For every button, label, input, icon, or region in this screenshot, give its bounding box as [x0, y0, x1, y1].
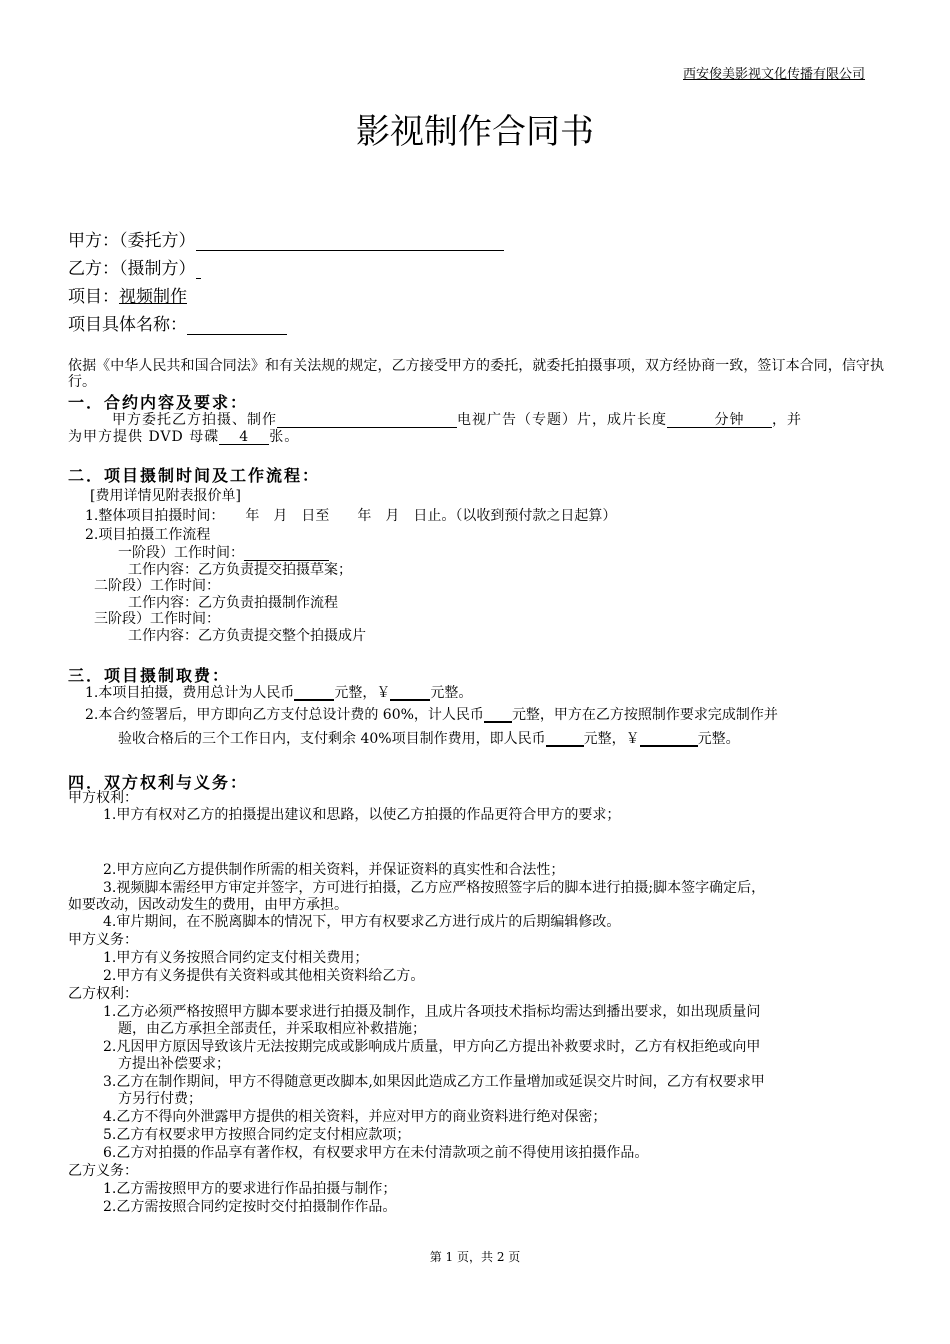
a-duty-2: 2.甲方有义务提供有关资料或其他相关资料给乙方。: [103, 968, 425, 984]
a-right-4: 4.审片期间，在不脱离脚本的情况下，甲方有权要求乙方进行成片的后期编辑修改。: [103, 914, 621, 930]
b-right-1-cont: 题，由乙方承担全部责任，并采取相应补救措施；: [118, 1021, 426, 1037]
fee2-text-a: 2.本合约签署后，甲方即向乙方支付总设计费的 60%，计人民币: [85, 707, 484, 723]
b-duty-2: 2.乙方需按照合同约定按时交付拍摄制作作品。: [103, 1199, 397, 1215]
company-header: 西安俊美影视文化传播有限公司: [683, 67, 866, 82]
fee2-rest-rmb-blank[interactable]: [546, 730, 584, 747]
stage1-work: 工作内容：乙方负责提交拍摄草案；: [128, 562, 352, 578]
fee1-rmb-blank[interactable]: [294, 684, 334, 701]
fee-item2-line1: [85, 706, 778, 723]
stage2-work: 工作内容：乙方负责拍摄制作流程: [128, 595, 338, 611]
fee-item2-line2: [118, 730, 740, 747]
project-name-blank[interactable]: [187, 316, 287, 335]
ad-name-blank[interactable]: [277, 412, 457, 428]
party-a-blank[interactable]: [196, 232, 504, 251]
a-right-2: 2.甲方应向乙方提供制作所需的相关资料，并保证资料的真实性和合法性；: [103, 862, 565, 878]
b-right-3: 3.乙方在制作期间，甲方不得随意更改脚本,如果因此造成乙方工作量增加或延误交片时间，乙方有权要求甲: [103, 1074, 765, 1090]
section3-heading: 三．项目摄制取费：: [68, 666, 231, 685]
b-right-1: 1.乙方必须严格按照甲方脚本要求进行拍摄及制作，且成片各项技术指标均需达到播出要求，如出现质量问: [103, 1004, 761, 1020]
b-right-5: 5.乙方有权要求甲方按照合同约定支付相应款项；: [103, 1127, 411, 1143]
dvd-text: 为甲方提供 DVD 母碟: [68, 429, 220, 445]
project-name-label: 项目具体名称：: [68, 315, 187, 335]
stage2-time: 二阶段）工作时间：: [94, 578, 220, 594]
section1-text-a: 甲方委托乙方拍摄、制作: [112, 412, 277, 428]
b-right-2: 2.凡因甲方原因导致该片无法按期完成或影响成片质量，甲方向乙方提出补救要求时，乙方有权拒绝或向甲: [103, 1039, 761, 1055]
b-right-6: 6.乙方对拍摄的作品享有著作权，有权要求甲方在未付清款项之前不得使用该拍摄作品。: [103, 1145, 649, 1161]
stage1-time-blank[interactable]: [244, 545, 329, 561]
b-right-3-cont: 方另行付费；: [118, 1091, 202, 1107]
fee2-text-c: 验收合格后的三个工作日内，支付剩余 40%项目制作费用，即人民币: [118, 731, 546, 747]
a-duty-1: 1.甲方有义务按照合同约定支付相关费用；: [103, 950, 369, 966]
fee2-text-e: 元整。: [697, 731, 740, 747]
section1-text-b: 电视广告（专题）片，成片长度: [457, 412, 667, 428]
fee1-yen-blank[interactable]: [390, 684, 430, 701]
fee1-text-c: 元整。: [430, 685, 473, 701]
project-value: 视频制作: [119, 287, 187, 307]
fee1-text-b: 元整，￥: [334, 685, 391, 701]
duration-unit: 分钟: [714, 412, 745, 428]
project-name-line: [68, 310, 287, 335]
party-b-blank[interactable]: [196, 260, 201, 279]
intro-paragraph: 依据《中华人民共和国合同法》和有关法规的规定，乙方接受甲方的委托，就委托拍摄事项，双方经协商一致，签订本合同，信守执行。: [68, 358, 884, 390]
stage1-time: [118, 545, 329, 561]
b-right-2-cont: 方提出补偿要求；: [118, 1056, 230, 1072]
duration-blank[interactable]: [667, 412, 772, 428]
fee1-text-a: 1.本项目拍摄，费用总计为人民币: [85, 685, 295, 701]
section1-line1: [112, 412, 802, 428]
project-label: 项目：: [68, 287, 119, 307]
section2-item1: 1.整体项目拍摄时间： 年 月 日至 年 月 日止。（以收到预付款之日起算）: [85, 508, 617, 524]
section1-text-c: ，并: [772, 412, 802, 428]
a-right-3-cont: 如要改动，因改动发生的费用，由甲方承担。: [68, 897, 348, 913]
party-b-line: [68, 254, 201, 279]
section2-heading: 二．项目摄制时间及工作流程：: [68, 466, 321, 485]
page-title: 影视制作合同书: [356, 112, 594, 152]
project-line: [68, 282, 187, 307]
section4-heading: 四．双方权利与义务：: [68, 773, 249, 792]
fee2-rest-yen-blank[interactable]: [640, 730, 698, 747]
stage3-time: 三阶段）工作时间：: [94, 611, 220, 627]
stage1-time-label: 一阶段）工作时间：: [118, 545, 244, 561]
stage3-work: 工作内容：乙方负责提交整个拍摄成片: [128, 628, 366, 644]
section2-item2: 2.项目拍摄工作流程: [85, 527, 211, 543]
a-right-1: 1.甲方有权对乙方的拍摄提出建议和思路，以使乙方拍摄的作品更符合甲方的要求；: [103, 807, 621, 823]
b-duty-1: 1.乙方需按照甲方的要求进行作品拍摄与制作；: [103, 1181, 397, 1197]
b-duties-label: 乙方义务：: [68, 1163, 138, 1179]
b-rights-label: 乙方权利：: [68, 986, 138, 1002]
section1-heading: 一．合约内容及要求：: [68, 393, 249, 412]
a-rights-label: 甲方权利：: [68, 790, 138, 806]
section2-note: [费用详情见附表报价单]: [90, 488, 241, 504]
party-a-line: [68, 226, 504, 251]
page-number: 第 1 页，共 2 页: [429, 1250, 521, 1264]
dvd-count[interactable]: [219, 429, 269, 445]
party-a-label: 甲方：（委托方）: [68, 231, 196, 251]
party-b-label: 乙方：（摄制方）: [68, 259, 196, 279]
fee2-text-b: 元整，甲方在乙方按照制作要求完成制作并: [511, 707, 778, 723]
section1-line2: [68, 429, 299, 445]
dvd-unit: 张。: [269, 429, 300, 445]
dvd-count-value: 4: [239, 429, 250, 445]
a-right-3: 3.视频脚本需经甲方审定并签字，方可进行拍摄，乙方应严格按照签字后的脚本进行拍摄;脚本签字确定后，: [103, 880, 766, 896]
a-duties-label: 甲方义务：: [68, 932, 138, 948]
fee-item1: [85, 684, 472, 701]
b-right-4: 4.乙方不得向外泄露甲方提供的相关资料，并应对甲方的商业资料进行绝对保密；: [103, 1109, 607, 1125]
fee2-prepay-blank[interactable]: [484, 706, 512, 723]
fee2-text-d: 元整，￥: [583, 731, 640, 747]
